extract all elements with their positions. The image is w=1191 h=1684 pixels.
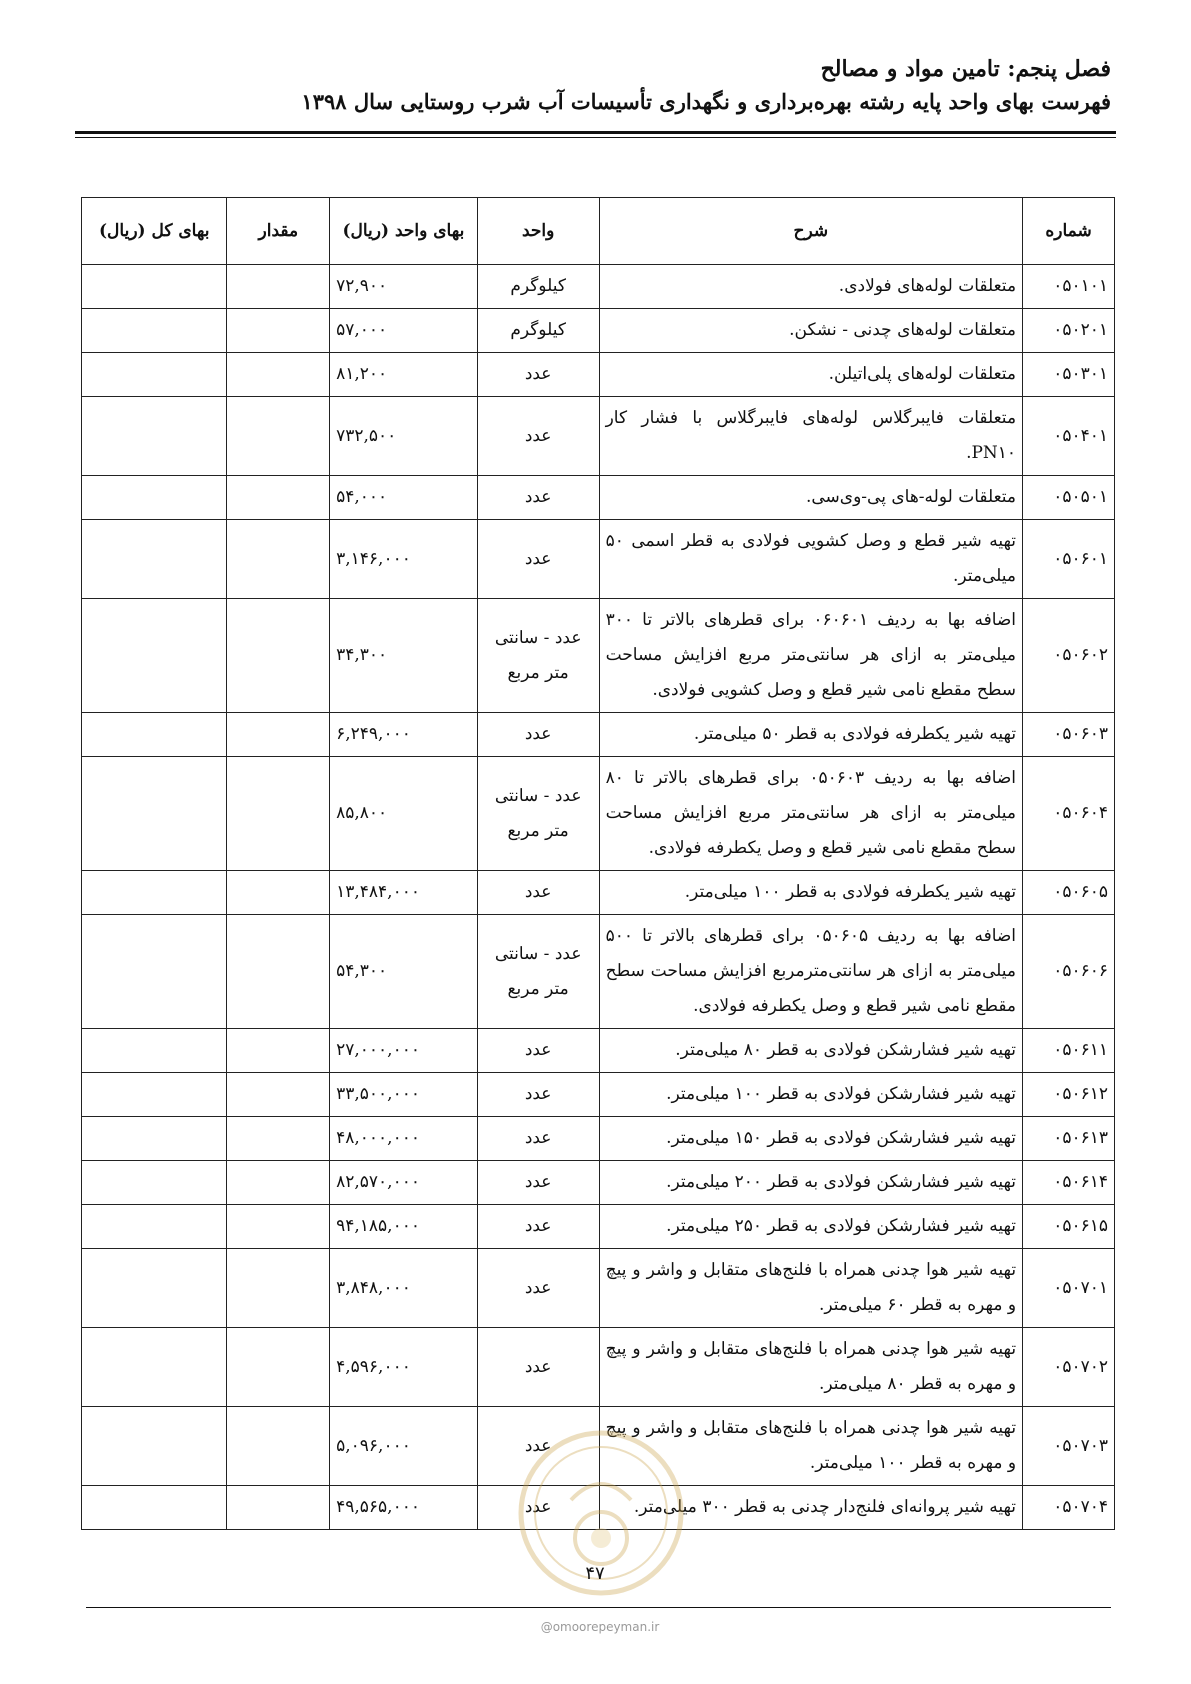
cell-quantity	[227, 915, 330, 1029]
cell-unit: عدد	[477, 1073, 599, 1117]
cell-unit-price: ۵۷,۰۰۰	[330, 309, 478, 353]
table-row	[82, 309, 1115, 353]
table-row	[82, 1117, 1115, 1161]
cell-description: متعلقات لوله‌-های پی-وی‌سی.	[599, 476, 1022, 520]
cell-unit: عدد	[477, 1328, 599, 1407]
cell-unit: کیلوگرم	[477, 265, 599, 309]
header-rule-thin	[75, 137, 1116, 138]
cell-number: ۰۵۰۶۰۵	[1023, 871, 1115, 915]
cell-description: متعلقات لوله‌های پلی‌اتیلن.	[599, 353, 1022, 397]
table-row	[82, 397, 1115, 476]
cell-number: ۰۵۰۶۰۳	[1023, 713, 1115, 757]
table-row	[82, 1161, 1115, 1205]
cell-quantity	[227, 1029, 330, 1073]
cell-number: ۰۵۰۷۰۴	[1023, 1486, 1115, 1530]
cell-total-price	[82, 1205, 227, 1249]
column-header-number: شماره	[1023, 198, 1115, 265]
cell-unit-price: ۸۱,۲۰۰	[330, 353, 478, 397]
cell-unit-price: ۸۲,۵۷۰,۰۰۰	[330, 1161, 478, 1205]
cell-quantity	[227, 1205, 330, 1249]
cell-total-price	[82, 1161, 227, 1205]
cell-description: متعلقات لوله‌های چدنی - نشکن.	[599, 309, 1022, 353]
cell-quantity	[227, 713, 330, 757]
cell-total-price	[82, 309, 227, 353]
cell-unit-price: ۴۸,۰۰۰,۰۰۰	[330, 1117, 478, 1161]
cell-unit: عدد	[477, 1249, 599, 1328]
cell-total-price	[82, 476, 227, 520]
cell-unit: عدد	[477, 1407, 599, 1486]
website-watermark: @omoorepeyman.ir	[540, 1620, 660, 1634]
column-header-quantity: مقدار	[227, 198, 330, 265]
cell-quantity	[227, 476, 330, 520]
cell-total-price	[82, 713, 227, 757]
cell-unit: عدد	[477, 520, 599, 599]
cell-quantity	[227, 1161, 330, 1205]
cell-unit: عدد	[477, 353, 599, 397]
cell-total-price	[82, 1486, 227, 1530]
cell-number: ۰۵۰۶۰۴	[1023, 757, 1115, 871]
cell-quantity	[227, 397, 330, 476]
cell-number: ۰۵۰۱۰۱	[1023, 265, 1115, 309]
cell-number: ۰۵۰۲۰۱	[1023, 309, 1115, 353]
table-header-row	[82, 198, 1115, 265]
price-table	[81, 197, 1115, 1530]
cell-unit-price: ۷۲,۹۰۰	[330, 265, 478, 309]
cell-description: تهیه شیر فشارشکن فولادی به قطر ۲۵۰ میلی‌متر.	[599, 1205, 1022, 1249]
cell-quantity	[227, 353, 330, 397]
cell-total-price	[82, 599, 227, 713]
cell-unit-price: ۳,۱۴۶,۰۰۰	[330, 520, 478, 599]
cell-total-price	[82, 353, 227, 397]
cell-total-price	[82, 1117, 227, 1161]
cell-unit-price: ۴۹,۵۶۵,۰۰۰	[330, 1486, 478, 1530]
cell-unit: عدد	[477, 713, 599, 757]
footer-rule	[86, 1607, 1111, 1608]
cell-unit-price: ۵۴,۳۰۰	[330, 915, 478, 1029]
cell-number: ۰۵۰۶۰۲	[1023, 599, 1115, 713]
cell-description: متعلقات لوله‌های فولادی.	[599, 265, 1022, 309]
cell-quantity	[227, 871, 330, 915]
cell-number: ۰۵۰۶۰۶	[1023, 915, 1115, 1029]
cell-unit-price: ۹۴,۱۸۵,۰۰۰	[330, 1205, 478, 1249]
cell-quantity	[227, 1486, 330, 1530]
cell-quantity	[227, 757, 330, 871]
column-header-total-price: بهای کل (ریال)	[82, 198, 227, 265]
cell-description: تهیه شیر فشارشکن فولادی به قطر ۱۵۰ میلی‌متر.	[599, 1117, 1022, 1161]
cell-description: تهیه شیر یکطرفه فولادی به قطر ۱۰۰ میلی‌متر.	[599, 871, 1022, 915]
table-row	[82, 713, 1115, 757]
cell-description: تهیه شیر هوا چدنی همراه با فلنج‌های متقابل و واشر و پیچ و مهره به قطر ۸۰ میلی‌متر.	[599, 1328, 1022, 1407]
cell-description: اضافه بها به ردیف ۰۵۰۶۰۵ برای قطرهای بالاتر تا ۵۰۰ میلی‌متر به ازای هر سانتی‌مترمربع افزایش مساحت سطح مقطع نامی شیر قطع و وصل یکطرفه فولادی.	[599, 915, 1022, 1029]
table-row	[82, 265, 1115, 309]
cell-description: تهیه شیر هوا چدنی همراه با فلنج‌های متقابل و واشر و پیچ و مهره به قطر ۱۰۰ میلی‌متر.	[599, 1407, 1022, 1486]
table-row	[82, 599, 1115, 713]
table-row	[82, 915, 1115, 1029]
table-row	[82, 353, 1115, 397]
column-header-description: شرح	[599, 198, 1022, 265]
cell-total-price	[82, 397, 227, 476]
cell-unit-price: ۱۳,۴۸۴,۰۰۰	[330, 871, 478, 915]
cell-total-price	[82, 1073, 227, 1117]
cell-total-price	[82, 871, 227, 915]
cell-description: اضافه بها به ردیف ۰۵۰۶۰۳ برای قطرهای بالاتر تا ۸۰ میلی‌متر به ازای هر سانتی‌متر مربع افزایش مساحت سطح مقطع نامی شیر قطع و وصل یکطرفه فولادی.	[599, 757, 1022, 871]
page-number: ۴۷	[585, 1563, 605, 1584]
cell-unit: عدد	[477, 871, 599, 915]
cell-unit-price: ۵,۰۹۶,۰۰۰	[330, 1407, 478, 1486]
column-header-unit: واحد	[477, 198, 599, 265]
cell-unit-price: ۵۴,۰۰۰	[330, 476, 478, 520]
cell-number: ۰۵۰۶۱۴	[1023, 1161, 1115, 1205]
cell-quantity	[227, 1328, 330, 1407]
cell-total-price	[82, 1328, 227, 1407]
cell-description: تهیه شیر هوا چدنی همراه با فلنج‌های متقابل و واشر و پیچ و مهره به قطر ۶۰ میلی‌متر.	[599, 1249, 1022, 1328]
cell-description: تهیه شیر یکطرفه فولادی به قطر ۵۰ میلی‌متر.	[599, 713, 1022, 757]
column-header-unit-price: بهای واحد (ریال)	[330, 198, 478, 265]
cell-number: ۰۵۰۶۱۱	[1023, 1029, 1115, 1073]
cell-unit-price: ۴,۵۹۶,۰۰۰	[330, 1328, 478, 1407]
cell-unit: عدد	[477, 397, 599, 476]
cell-quantity	[227, 1073, 330, 1117]
cell-unit-price: ۳۳,۵۰۰,۰۰۰	[330, 1073, 478, 1117]
table-row	[82, 1029, 1115, 1073]
cell-unit-price: ۷۳۲,۵۰۰	[330, 397, 478, 476]
page-header	[71, 52, 1111, 118]
cell-total-price	[82, 1029, 227, 1073]
cell-number: ۰۵۰۶۱۲	[1023, 1073, 1115, 1117]
cell-quantity	[227, 1407, 330, 1486]
cell-unit: عدد	[477, 1205, 599, 1249]
table-row	[82, 520, 1115, 599]
table-row	[82, 1205, 1115, 1249]
table-row	[82, 871, 1115, 915]
cell-unit-price: ۶,۲۴۹,۰۰۰	[330, 713, 478, 757]
cell-quantity	[227, 309, 330, 353]
cell-unit: عدد	[477, 476, 599, 520]
cell-quantity	[227, 1117, 330, 1161]
cell-number: ۰۵۰۵۰۱	[1023, 476, 1115, 520]
cell-number: ۰۵۰۶۱۵	[1023, 1205, 1115, 1249]
cell-description: تهیه شیر پروانه‌ای فلنج‌دار چدنی به قطر ۳۰۰ میلی‌متر.	[599, 1486, 1022, 1530]
header-rule-thick	[75, 131, 1116, 134]
cell-quantity	[227, 1249, 330, 1328]
cell-total-price	[82, 757, 227, 871]
cell-unit: عدد - سانتی متر مربع	[477, 915, 599, 1029]
cell-total-price	[82, 520, 227, 599]
cell-unit: عدد	[477, 1486, 599, 1530]
cell-number: ۰۵۰۷۰۲	[1023, 1328, 1115, 1407]
chapter-title: فصل پنجم: تامین مواد و مصالح	[820, 56, 1111, 82]
cell-total-price	[82, 1249, 227, 1328]
cell-description: اضافه بها به ردیف ۰۶۰۶۰۱ برای قطرهای بالاتر تا ۳۰۰ میلی‌متر به ازای هر سانتی‌متر مربع افزایش مساحت سطح مقطع نامی شیر قطع و وصل کشویی فولادی.	[599, 599, 1022, 713]
cell-total-price	[82, 1407, 227, 1486]
cell-description: تهیه شیر فشارشکن فولادی به قطر ۱۰۰ میلی‌متر.	[599, 1073, 1022, 1117]
cell-unit-price: ۸۵,۸۰۰	[330, 757, 478, 871]
cell-description: تهیه شیر فشارشکن فولادی به قطر ۲۰۰ میلی‌متر.	[599, 1161, 1022, 1205]
cell-unit: عدد - سانتی متر مربع	[477, 599, 599, 713]
cell-total-price	[82, 265, 227, 309]
cell-unit: عدد	[477, 1161, 599, 1205]
table-row	[82, 476, 1115, 520]
cell-unit: عدد	[477, 1117, 599, 1161]
cell-number: ۰۵۰۳۰۱	[1023, 353, 1115, 397]
cell-description: متعلقات فایبرگلاس لوله‌های فایبرگلاس با فشار کار PN۱۰.	[599, 397, 1022, 476]
table-row	[82, 1073, 1115, 1117]
cell-unit-price: ۳۴,۳۰۰	[330, 599, 478, 713]
cell-quantity	[227, 599, 330, 713]
cell-number: ۰۵۰۷۰۱	[1023, 1249, 1115, 1328]
table-body	[82, 265, 1115, 1530]
document-subtitle: فهرست بهای واحد پایه رشته بهره‌برداری و نگهداری تأسیسات آب شرب روستایی سال ۱۳۹۸	[301, 89, 1111, 114]
cell-unit: کیلوگرم	[477, 309, 599, 353]
cell-number: ۰۵۰۶۰۱	[1023, 520, 1115, 599]
cell-quantity	[227, 265, 330, 309]
cell-unit-price: ۳,۸۴۸,۰۰۰	[330, 1249, 478, 1328]
cell-number: ۰۵۰۶۱۳	[1023, 1117, 1115, 1161]
cell-description: تهیه شیر فشارشکن فولادی به قطر ۸۰ میلی‌متر.	[599, 1029, 1022, 1073]
cell-unit-price: ۲۷,۰۰۰,۰۰۰	[330, 1029, 478, 1073]
table-row	[82, 1249, 1115, 1328]
cell-total-price	[82, 915, 227, 1029]
cell-description: تهیه شیر قطع و وصل کشویی فولادی به قطر اسمی ۵۰ میلی‌متر.	[599, 520, 1022, 599]
cell-unit: عدد - سانتی متر مربع	[477, 757, 599, 871]
cell-number: ۰۵۰۴۰۱	[1023, 397, 1115, 476]
table-row	[82, 1328, 1115, 1407]
cell-quantity	[227, 520, 330, 599]
cell-number: ۰۵۰۷۰۳	[1023, 1407, 1115, 1486]
cell-unit: عدد	[477, 1029, 599, 1073]
table-row	[82, 757, 1115, 871]
